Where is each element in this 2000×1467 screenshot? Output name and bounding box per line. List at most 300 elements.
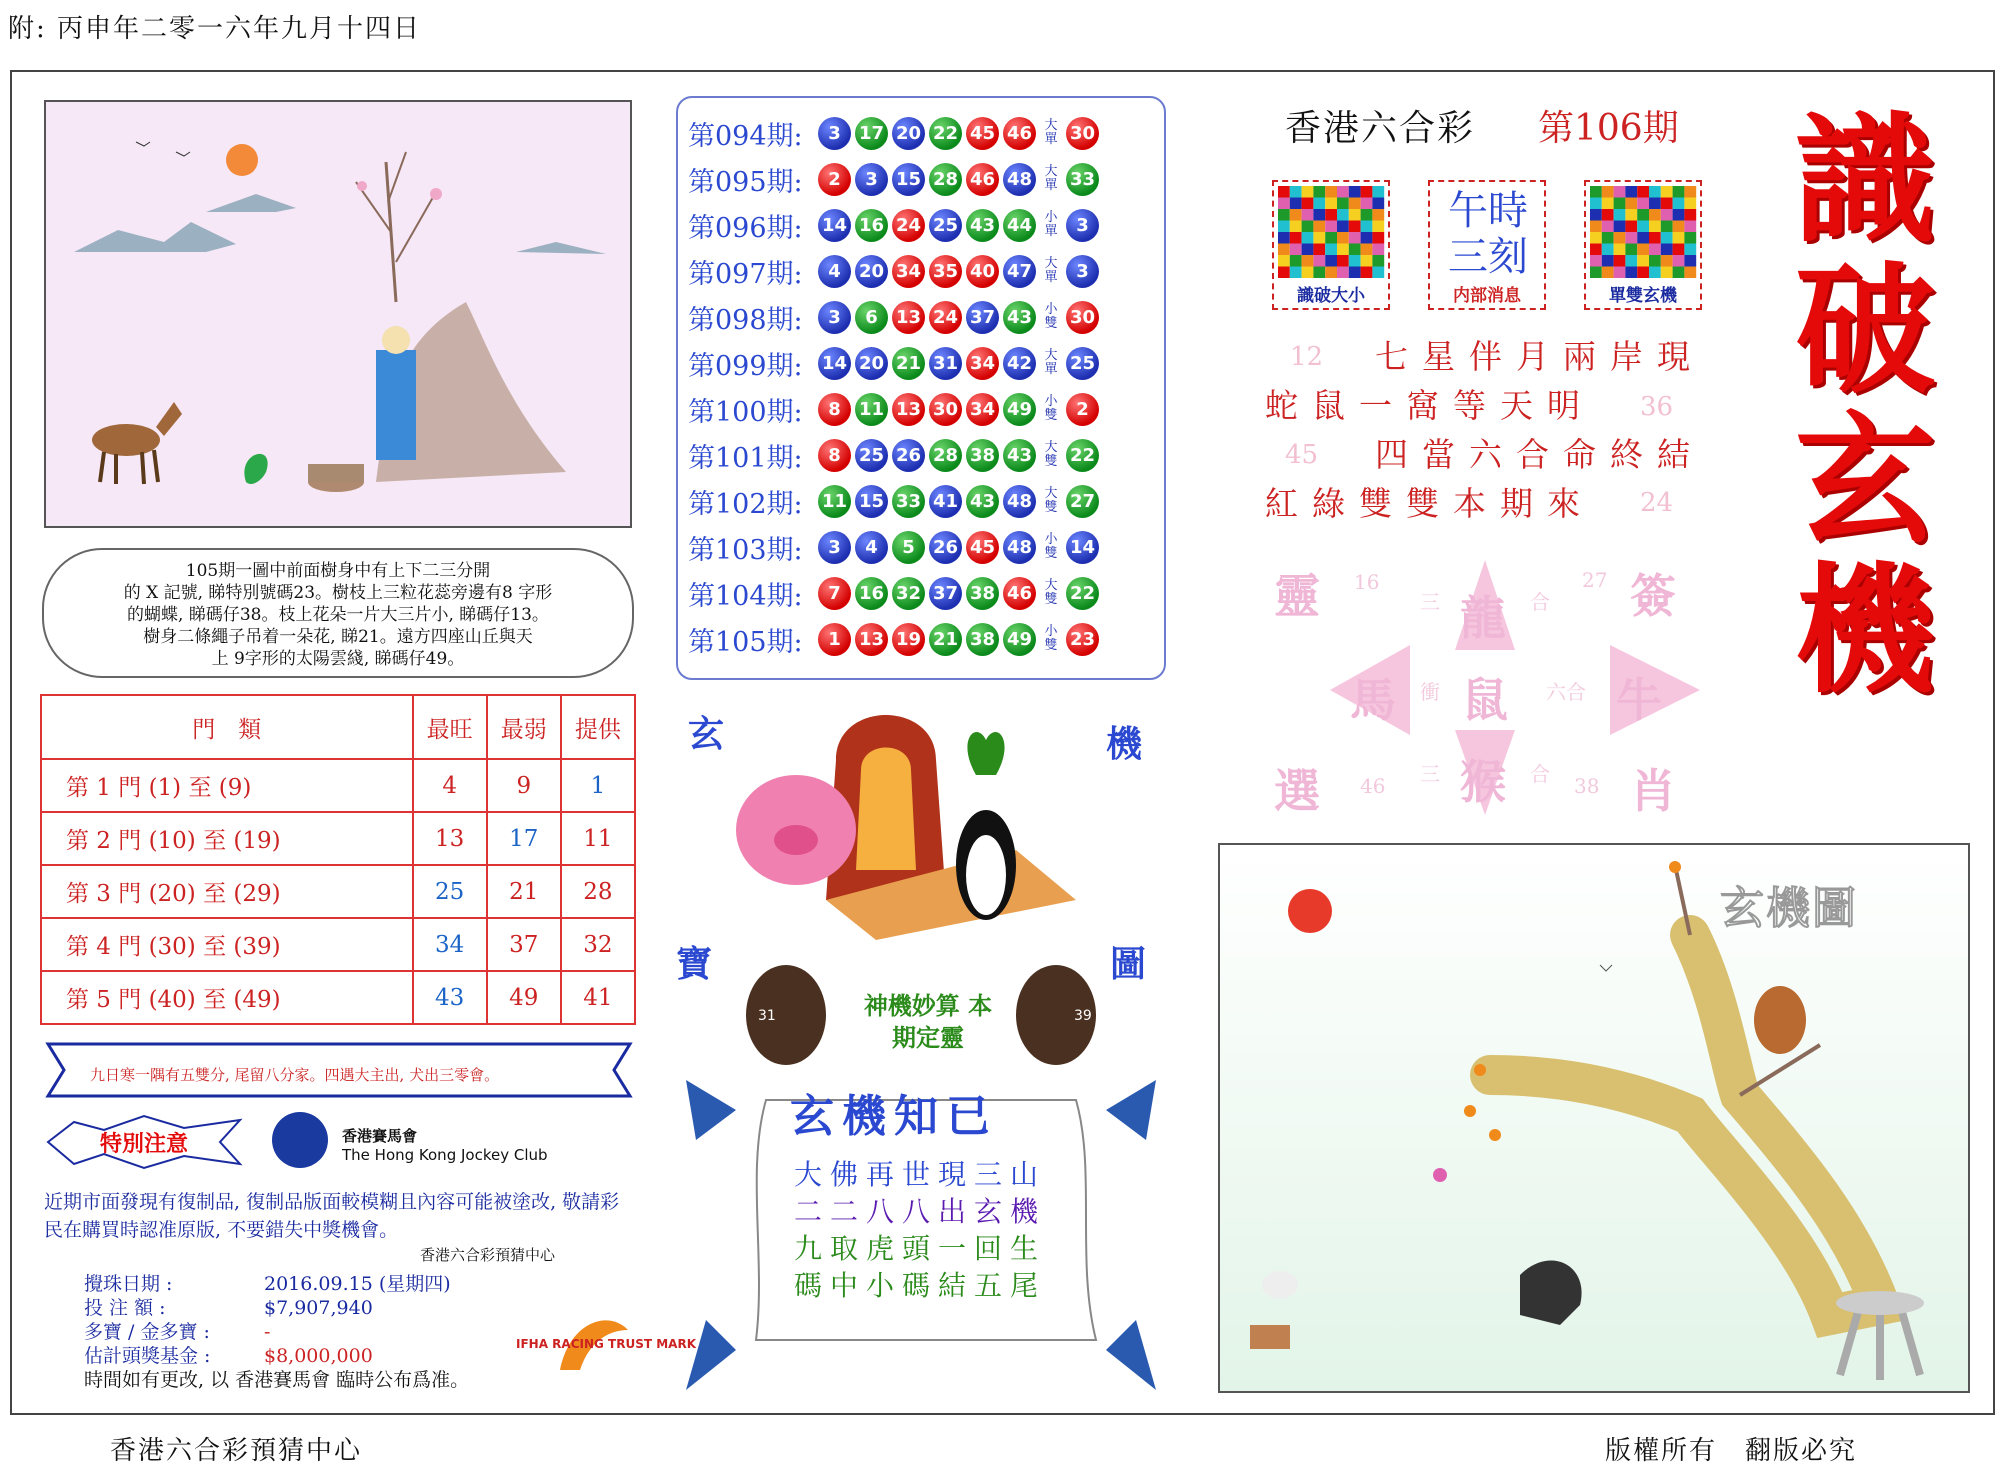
mosaic-tile bbox=[1325, 232, 1337, 244]
big-title bbox=[1790, 99, 1940, 713]
compass-number: 38 bbox=[1574, 774, 1600, 798]
mosaic-tile bbox=[1349, 221, 1361, 233]
mosaic-tile bbox=[1602, 209, 1614, 221]
lottery-name: 香港六合彩 bbox=[1285, 108, 1476, 149]
gate-cell: 第 3 門 (20) 至 (29) bbox=[41, 865, 413, 918]
mosaic-tile bbox=[1661, 198, 1673, 210]
mosaic-tile bbox=[1278, 186, 1290, 198]
mosaic-tile bbox=[1649, 186, 1661, 198]
result-row bbox=[688, 616, 1154, 662]
mosaic-tile bbox=[1590, 267, 1602, 279]
mosaic-tile bbox=[1290, 221, 1302, 233]
mosaic-tile bbox=[1614, 232, 1626, 244]
size-tag: 大單 bbox=[1044, 256, 1058, 285]
mosaic-tile bbox=[1625, 244, 1637, 256]
mosaic-tile bbox=[1278, 221, 1290, 233]
table-row bbox=[41, 812, 635, 865]
period-label: 第103期: bbox=[688, 534, 803, 566]
period-label: 第100期: bbox=[688, 396, 803, 428]
big-title-char: 機 bbox=[1794, 549, 1935, 713]
mosaic-tile bbox=[1302, 232, 1314, 244]
mosaic-tile bbox=[1673, 186, 1685, 198]
mosaic-tile bbox=[1614, 244, 1626, 256]
number-ball: 38 bbox=[966, 577, 999, 610]
mosaic-tile bbox=[1290, 186, 1302, 198]
mosaic-tile bbox=[1649, 255, 1661, 267]
caption-line: 105期一圖中前面樹身中有上下二三分開 bbox=[185, 561, 491, 581]
worst-cell: 9 bbox=[487, 759, 561, 812]
mosaic-tile bbox=[1361, 232, 1373, 244]
number-ball: 48 bbox=[1003, 163, 1036, 196]
number-ball: 13 bbox=[855, 623, 888, 656]
mosaic-tile bbox=[1684, 198, 1696, 210]
mosaic-tile bbox=[1349, 244, 1361, 256]
number-ball: 40 bbox=[966, 255, 999, 288]
tree-illustration bbox=[1220, 845, 1972, 1395]
size-tag: 大雙 bbox=[1044, 578, 1058, 607]
period-label: 第104期: bbox=[688, 580, 803, 612]
mosaic-tile bbox=[1337, 198, 1349, 210]
number-ball: 11 bbox=[855, 393, 888, 426]
mosaic-tile bbox=[1337, 255, 1349, 267]
gate-cell: 第 2 門 (10) 至 (19) bbox=[41, 812, 413, 865]
best-cell: 43 bbox=[413, 971, 487, 1024]
number-ball: 13 bbox=[892, 301, 925, 334]
picture-label: 玄機圖 bbox=[1720, 883, 1858, 934]
mosaic-tile bbox=[1325, 186, 1337, 198]
mosaic-tile bbox=[1278, 209, 1290, 221]
mosaic-tile bbox=[1313, 267, 1325, 279]
mosaic-tile bbox=[1673, 267, 1685, 279]
mosaic-tile bbox=[1602, 186, 1614, 198]
mosaic-tile bbox=[1673, 221, 1685, 233]
hkjc-logo-icon bbox=[272, 1112, 328, 1168]
mosaic-tile bbox=[1649, 221, 1661, 233]
footer-right: 版權所有 翻版必究 bbox=[1605, 1436, 1858, 1466]
mosaic-tile bbox=[1673, 209, 1685, 221]
gate-cell: 第 5 門 (40) 至 (49) bbox=[41, 971, 413, 1024]
special-ball: 30 bbox=[1066, 301, 1099, 334]
mosaic-tile bbox=[1372, 198, 1384, 210]
number-ball: 1 bbox=[818, 623, 851, 656]
mosaic-tile bbox=[1325, 198, 1337, 210]
number-ball: 3 bbox=[818, 301, 851, 334]
number-ball: 14 bbox=[818, 347, 851, 380]
mosaic-tile bbox=[1625, 209, 1637, 221]
mosaic-tile bbox=[1349, 186, 1361, 198]
mosaic-tile bbox=[1637, 267, 1649, 279]
number-ball: 42 bbox=[1003, 347, 1036, 380]
mosaic-tile bbox=[1602, 221, 1614, 233]
special-ball: 2 bbox=[1066, 393, 1099, 426]
number-ball: 43 bbox=[966, 209, 999, 242]
mosaic-tile bbox=[1313, 232, 1325, 244]
mosaic-tile bbox=[1661, 267, 1673, 279]
mosaic-tile bbox=[1661, 209, 1673, 221]
gate-cell: 第 1 門 (1) 至 (9) bbox=[41, 759, 413, 812]
number-ball: 25 bbox=[929, 209, 962, 242]
draw-info-row bbox=[84, 1296, 469, 1320]
result-row bbox=[688, 110, 1154, 156]
footer-left: 香港六合彩預猜中心 bbox=[110, 1436, 363, 1466]
draw-info-row bbox=[84, 1320, 469, 1344]
corner-char-tu: 圖 bbox=[1110, 943, 1147, 985]
corner-char-bao: 寶 bbox=[676, 943, 713, 985]
right-poem bbox=[1265, 332, 1704, 528]
result-row bbox=[688, 202, 1154, 248]
monkey-right-number: 39 bbox=[1074, 1008, 1092, 1024]
mosaic-box-size bbox=[1272, 180, 1390, 310]
number-ball: 8 bbox=[818, 439, 851, 472]
mosaic-tile bbox=[1278, 232, 1290, 244]
mosaic-tile bbox=[1361, 255, 1373, 267]
mosaic-tile bbox=[1614, 209, 1626, 221]
mosaic-tile bbox=[1302, 255, 1314, 267]
number-ball: 6 bbox=[855, 301, 888, 334]
period-label: 第096期: bbox=[688, 212, 803, 244]
poem-line: 蛇鼠一窩等天明 bbox=[1265, 386, 1594, 425]
mosaic-tile bbox=[1625, 267, 1637, 279]
mosaic-tile bbox=[1637, 221, 1649, 233]
mosaic-tile bbox=[1313, 244, 1325, 256]
mosaic-tile bbox=[1313, 209, 1325, 221]
number-ball: 11 bbox=[818, 485, 851, 518]
mosaic-tile bbox=[1325, 267, 1337, 279]
number-ball: 37 bbox=[929, 577, 962, 610]
mosaic-tile bbox=[1649, 232, 1661, 244]
mosaic-tile bbox=[1684, 244, 1696, 256]
best-cell: 13 bbox=[413, 812, 487, 865]
ghost-number: 45 bbox=[1285, 440, 1319, 470]
mosaic-tile bbox=[1649, 267, 1661, 279]
number-ball: 24 bbox=[929, 301, 962, 334]
number-ball: 15 bbox=[855, 485, 888, 518]
mosaic-tile bbox=[1661, 255, 1673, 267]
draw-info bbox=[84, 1272, 469, 1392]
special-ball: 22 bbox=[1066, 439, 1099, 472]
mosaic-tile bbox=[1361, 209, 1373, 221]
big-title-char: 玄 bbox=[1794, 399, 1935, 563]
mosaic-tile bbox=[1337, 232, 1349, 244]
special-ball: 23 bbox=[1066, 623, 1099, 656]
number-ball: 48 bbox=[1003, 531, 1036, 564]
draw-disclaimer: 時間如有更改, 以 香港賽馬會 臨時公布爲准。 bbox=[84, 1369, 470, 1391]
mosaic-tile bbox=[1337, 186, 1349, 198]
result-row bbox=[688, 248, 1154, 294]
size-tag: 大單 bbox=[1044, 348, 1058, 377]
caption-line: 的蝴蝶, 睇碼仔38。枝上花朵一片大三片小, 睇碼仔13。 bbox=[127, 605, 549, 625]
mosaic-tile bbox=[1614, 255, 1626, 267]
notice-body: 近期市面發現有復制品, 復制品版面較模糊且內容可能被塗改, 敬請彩民在購買時認准原版, 不要錯失中獎機會。 bbox=[44, 1191, 620, 1241]
number-ball: 45 bbox=[966, 117, 999, 150]
mosaic-tile bbox=[1590, 244, 1602, 256]
landscape-illustration bbox=[46, 102, 634, 530]
number-ball: 37 bbox=[966, 301, 999, 334]
mosaic-tile bbox=[1372, 255, 1384, 267]
ghost-number: 36 bbox=[1640, 392, 1674, 422]
special-note-burst bbox=[44, 1114, 244, 1170]
size-tag: 小雙 bbox=[1044, 394, 1058, 423]
table-row bbox=[41, 918, 635, 971]
number-ball: 35 bbox=[929, 255, 962, 288]
size-tag: 小雙 bbox=[1044, 532, 1058, 561]
result-row bbox=[688, 340, 1154, 386]
draw-info-key: 攪珠日期 : bbox=[84, 1273, 173, 1295]
poem-line: 七星伴月兩岸現 bbox=[1375, 337, 1704, 376]
date-line: 附: 丙申年二零一六年九月十四日 bbox=[8, 14, 422, 44]
riddle-explanation bbox=[42, 548, 634, 678]
mosaic-tile bbox=[1649, 198, 1661, 210]
mosaic-tile bbox=[1590, 221, 1602, 233]
offer-cell: 11 bbox=[561, 812, 635, 865]
corner-char-ji: 機 bbox=[1106, 723, 1143, 765]
noon-text: 午時三刻 bbox=[1448, 188, 1528, 280]
mosaic-tile bbox=[1625, 232, 1637, 244]
period-label: 第098期: bbox=[688, 304, 803, 336]
middle-slogan: 神機妙算 本期定靈 bbox=[863, 991, 993, 1052]
mosaic-tile bbox=[1325, 221, 1337, 233]
mosaic-tile bbox=[1361, 267, 1373, 279]
riddle-picture-left bbox=[44, 100, 632, 528]
number-ball: 44 bbox=[1003, 209, 1036, 242]
result-row bbox=[688, 386, 1154, 432]
mosaic-tile bbox=[1614, 267, 1626, 279]
mosaic-tile bbox=[1337, 267, 1349, 279]
mosaic-tile bbox=[1349, 198, 1361, 210]
mosaic-tile bbox=[1302, 186, 1314, 198]
mosaic-tile bbox=[1684, 221, 1696, 233]
result-row bbox=[688, 156, 1154, 202]
compass-number: 16 bbox=[1354, 570, 1380, 594]
compass-number: 46 bbox=[1360, 774, 1386, 798]
compass-left: 馬 bbox=[1350, 673, 1396, 727]
ifha-trust-mark-icon bbox=[516, 1300, 696, 1380]
number-ball: 28 bbox=[929, 439, 962, 472]
zodiac-compass bbox=[1260, 540, 1710, 830]
special-note-label: 特別注意 bbox=[99, 1132, 189, 1157]
number-ball: 5 bbox=[892, 531, 925, 564]
ghost-number: 24 bbox=[1640, 488, 1674, 518]
number-ball: 13 bbox=[892, 393, 925, 426]
compass-small: 合 bbox=[1530, 762, 1550, 786]
mosaic-tile bbox=[1361, 198, 1373, 210]
compass-bottom: 猴 bbox=[1460, 755, 1506, 809]
number-ball: 16 bbox=[855, 209, 888, 242]
gate-cell: 第 4 門 (30) 至 (39) bbox=[41, 918, 413, 971]
compass-small: 三 bbox=[1420, 590, 1440, 614]
mosaic-label: 單雙玄機 bbox=[1609, 286, 1677, 306]
mosaic-pattern-icon bbox=[1278, 186, 1384, 278]
mosaic-tile bbox=[1349, 232, 1361, 244]
size-tag: 大單 bbox=[1044, 164, 1058, 193]
poem-line: 大佛再世現三山 bbox=[794, 1158, 1047, 1191]
result-row bbox=[688, 524, 1154, 570]
number-ball: 25 bbox=[855, 439, 888, 472]
number-ball: 8 bbox=[818, 393, 851, 426]
offer-cell: 32 bbox=[561, 918, 635, 971]
worst-cell: 17 bbox=[487, 812, 561, 865]
number-ball: 41 bbox=[929, 485, 962, 518]
number-ball: 7 bbox=[818, 577, 851, 610]
mosaic-tile bbox=[1625, 198, 1637, 210]
number-ball: 24 bbox=[892, 209, 925, 242]
number-ball: 47 bbox=[1003, 255, 1036, 288]
mosaic-tile bbox=[1361, 244, 1373, 256]
mosaic-tile bbox=[1673, 244, 1685, 256]
compass-right: 牛 bbox=[1616, 673, 1662, 727]
notice-signature: 香港六合彩預猜中心 bbox=[420, 1246, 556, 1264]
mosaic-tile bbox=[1337, 209, 1349, 221]
compass-number: 27 bbox=[1582, 568, 1608, 592]
period-label: 第095期: bbox=[688, 166, 803, 198]
draw-info-key: 投 注 額 : bbox=[84, 1297, 166, 1319]
mosaic-tile bbox=[1372, 232, 1384, 244]
best-cell: 25 bbox=[413, 865, 487, 918]
period-label: 第094期: bbox=[688, 120, 803, 152]
special-ball: 3 bbox=[1066, 255, 1099, 288]
ghost-number: 12 bbox=[1290, 342, 1324, 372]
worst-cell: 37 bbox=[487, 918, 561, 971]
header-gate: 門 類 bbox=[41, 695, 413, 759]
caption-line: 的 X 記號, 睇特別號碼23。樹枝上三粒花蕊旁邊有8 字形 bbox=[123, 583, 553, 603]
period-label: 第102期: bbox=[688, 488, 803, 520]
table-row bbox=[41, 865, 635, 918]
mosaic-tile bbox=[1290, 244, 1302, 256]
ifha-label: IFHA RACING TRUST MARK bbox=[516, 1337, 696, 1351]
number-ball: 43 bbox=[1003, 439, 1036, 472]
draw-info-value: - bbox=[264, 1321, 271, 1343]
hkjc-name-en: The Hong Kong Jockey Club bbox=[342, 1146, 548, 1164]
mosaic-tile bbox=[1602, 255, 1614, 267]
past-results-panel bbox=[676, 96, 1166, 680]
special-ball: 27 bbox=[1066, 485, 1099, 518]
number-ball: 20 bbox=[855, 347, 888, 380]
mosaic-tile bbox=[1290, 198, 1302, 210]
poem-line: 紅綠雙雙本期來 bbox=[1265, 484, 1594, 523]
mosaic-tile bbox=[1302, 244, 1314, 256]
draw-info-value: $7,907,940 bbox=[264, 1297, 373, 1319]
offer-cell: 41 bbox=[561, 971, 635, 1024]
result-row bbox=[688, 294, 1154, 340]
mosaic-tile bbox=[1684, 209, 1696, 221]
draw-info-row bbox=[84, 1272, 469, 1296]
draw-info-row bbox=[84, 1344, 469, 1368]
mosaic-tile bbox=[1278, 255, 1290, 267]
poem-line: 碼中小碼結五尾 bbox=[794, 1269, 1047, 1302]
best-cell: 34 bbox=[413, 918, 487, 971]
number-ball: 19 bbox=[892, 623, 925, 656]
period-label: 第101期: bbox=[688, 442, 803, 474]
number-ball: 43 bbox=[1003, 301, 1036, 334]
number-ball: 15 bbox=[892, 163, 925, 196]
result-row bbox=[688, 570, 1154, 616]
mosaic-tile bbox=[1661, 221, 1673, 233]
number-ball: 20 bbox=[855, 255, 888, 288]
number-ball: 32 bbox=[892, 577, 925, 610]
issue-number: 第106期 bbox=[1538, 108, 1679, 149]
compass-corner: 簽 bbox=[1630, 569, 1676, 623]
table-row bbox=[41, 759, 635, 812]
big-title-char: 破 bbox=[1794, 249, 1935, 413]
monkey-left-number: 31 bbox=[758, 1008, 776, 1024]
number-ball: 3 bbox=[818, 117, 851, 150]
mosaic-tile bbox=[1290, 267, 1302, 279]
mosaic-box-noon bbox=[1428, 180, 1546, 310]
size-tag: 大單 bbox=[1044, 118, 1058, 147]
mosaic-tile bbox=[1684, 267, 1696, 279]
mosaic-tile bbox=[1637, 255, 1649, 267]
draw-info-key: 多寶 / 金多寶 : bbox=[84, 1321, 210, 1343]
mosaic-tile bbox=[1625, 255, 1637, 267]
size-tag: 小雙 bbox=[1044, 302, 1058, 331]
mosaic-tile bbox=[1602, 267, 1614, 279]
number-ball: 22 bbox=[929, 117, 962, 150]
size-tag: 小雙 bbox=[1044, 624, 1058, 653]
mosaic-tile bbox=[1337, 244, 1349, 256]
offer-cell: 28 bbox=[561, 865, 635, 918]
mosaic-tile bbox=[1637, 244, 1649, 256]
number-ball: 34 bbox=[966, 393, 999, 426]
compass-corner: 靈 bbox=[1274, 569, 1320, 623]
mosaic-tile bbox=[1590, 232, 1602, 244]
draw-info-key: 估計頭獎基金 : bbox=[84, 1345, 211, 1367]
number-ball: 3 bbox=[855, 163, 888, 196]
mosaic-tile bbox=[1278, 198, 1290, 210]
mosaic-tile bbox=[1590, 209, 1602, 221]
special-ball: 25 bbox=[1066, 347, 1099, 380]
table-row bbox=[41, 971, 635, 1024]
mosaic-tile bbox=[1325, 244, 1337, 256]
mosaic-tile bbox=[1372, 186, 1384, 198]
caption-line: 樹身二條繩子吊着一朵花, 睇21。遠方四座山丘與天 bbox=[143, 627, 533, 647]
special-ball: 22 bbox=[1066, 577, 1099, 610]
mosaic-pattern-icon bbox=[1590, 186, 1696, 278]
mosaic-tile bbox=[1290, 232, 1302, 244]
mosaic-tile bbox=[1372, 244, 1384, 256]
mosaic-tile bbox=[1625, 221, 1637, 233]
middle-title: 玄機知已 bbox=[790, 1091, 998, 1142]
result-row bbox=[688, 432, 1154, 478]
mosaic-tile bbox=[1673, 232, 1685, 244]
result-row bbox=[688, 478, 1154, 524]
mosaic-tile bbox=[1361, 186, 1373, 198]
mosaic-tile bbox=[1661, 232, 1673, 244]
number-ball: 49 bbox=[1003, 623, 1036, 656]
mosaic-tile bbox=[1637, 232, 1649, 244]
poem-line: 二二八八出玄機 bbox=[794, 1195, 1047, 1228]
mosaic-tile bbox=[1649, 209, 1661, 221]
mosaic-tile bbox=[1337, 221, 1349, 233]
worst-cell: 49 bbox=[487, 971, 561, 1024]
period-label: 第105期: bbox=[688, 626, 803, 658]
mosaic-tile bbox=[1684, 232, 1696, 244]
compass-small: 六合 bbox=[1546, 680, 1586, 704]
mosaic-tile bbox=[1661, 186, 1673, 198]
number-ball: 48 bbox=[1003, 485, 1036, 518]
compass-corner: 肖 bbox=[1630, 764, 1676, 818]
mosaic-tile bbox=[1649, 244, 1661, 256]
number-ball: 46 bbox=[966, 163, 999, 196]
mosaic-tile bbox=[1625, 186, 1637, 198]
mosaic-tile bbox=[1602, 232, 1614, 244]
compass-top: 龍 bbox=[1460, 591, 1506, 645]
mosaic-tile bbox=[1372, 221, 1384, 233]
mosaic-tile bbox=[1673, 255, 1685, 267]
compass-center: 鼠 bbox=[1462, 673, 1508, 727]
number-ball: 26 bbox=[892, 439, 925, 472]
period-label: 第099期: bbox=[688, 350, 803, 382]
mosaic-label: 識破大小 bbox=[1297, 286, 1365, 306]
